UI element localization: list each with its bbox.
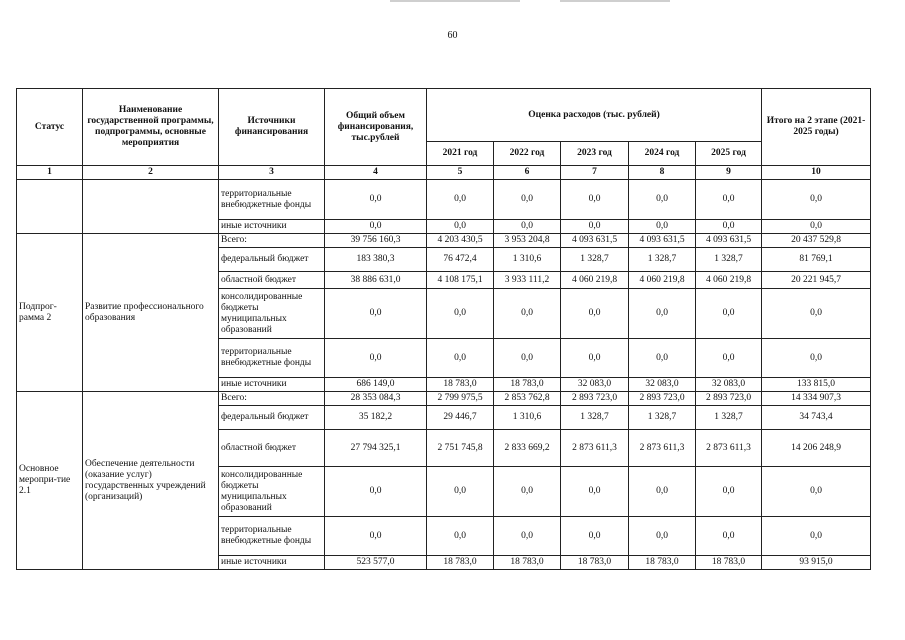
column-number: 8 xyxy=(629,166,696,180)
value-cell: 1 310,6 xyxy=(494,248,561,272)
source-cell: территориальные внебюджетные фонды xyxy=(219,180,325,220)
program-name-cell: Развитие профессионального образования xyxy=(83,234,219,392)
budget-table xyxy=(16,88,871,570)
column-number: 4 xyxy=(325,166,427,180)
value-cell: 2 853 762,8 xyxy=(494,392,561,406)
value-cell: 1 328,7 xyxy=(629,248,696,272)
value-cell: 1 328,7 xyxy=(696,406,762,430)
program-name-cell xyxy=(83,180,219,234)
table-row xyxy=(17,234,871,248)
value-cell: 0,0 xyxy=(561,180,629,220)
value-cell: 0,0 xyxy=(494,289,561,339)
header-year: 2023 год xyxy=(561,142,629,166)
header-status: Статус xyxy=(17,89,83,166)
value-cell: 28 353 084,3 xyxy=(325,392,427,406)
value-cell: 18 783,0 xyxy=(427,378,494,392)
value-cell: 18 783,0 xyxy=(494,556,561,570)
value-cell: 18 783,0 xyxy=(494,378,561,392)
value-cell: 3 933 111,2 xyxy=(494,272,561,289)
value-cell: 2 893 723,0 xyxy=(629,392,696,406)
value-cell: 4 060 219,8 xyxy=(696,272,762,289)
source-cell: областной бюджет xyxy=(219,430,325,467)
value-cell: 4 108 175,1 xyxy=(427,272,494,289)
value-cell: 0,0 xyxy=(561,289,629,339)
source-cell: консолидированные бюджеты муниципальных образований xyxy=(219,289,325,339)
value-cell: 0,0 xyxy=(762,339,871,378)
value-cell: 2 751 745,8 xyxy=(427,430,494,467)
value-cell: 14 334 907,3 xyxy=(762,392,871,406)
value-cell: 4 203 430,5 xyxy=(427,234,494,248)
header-total-volume: Общий объем финансирования, тыс.рублей xyxy=(325,89,427,166)
value-cell: 133 815,0 xyxy=(762,378,871,392)
value-cell: 35 182,2 xyxy=(325,406,427,430)
column-number: 5 xyxy=(427,166,494,180)
source-cell: иные источники xyxy=(219,378,325,392)
value-cell: 4 093 631,5 xyxy=(561,234,629,248)
value-cell: 20 221 945,7 xyxy=(762,272,871,289)
value-cell: 0,0 xyxy=(561,467,629,517)
source-cell: федеральный бюджет xyxy=(219,248,325,272)
value-cell: 81 769,1 xyxy=(762,248,871,272)
value-cell: 32 083,0 xyxy=(629,378,696,392)
value-cell: 0,0 xyxy=(325,220,427,234)
value-cell: 38 886 631,0 xyxy=(325,272,427,289)
header-total-stage: Итого на 2 этапе (2021-2025 годы) xyxy=(762,89,871,166)
value-cell: 0,0 xyxy=(427,220,494,234)
value-cell: 93 915,0 xyxy=(762,556,871,570)
source-cell: областной бюджет xyxy=(219,272,325,289)
value-cell: 18 783,0 xyxy=(629,556,696,570)
source-cell: территориальные внебюджетные фонды xyxy=(219,339,325,378)
value-cell: 183 380,3 xyxy=(325,248,427,272)
value-cell: 1 310,6 xyxy=(494,406,561,430)
value-cell: 18 783,0 xyxy=(427,556,494,570)
value-cell: 32 083,0 xyxy=(561,378,629,392)
value-cell: 0,0 xyxy=(427,180,494,220)
source-cell: Всего: xyxy=(219,234,325,248)
header-year: 2025 год xyxy=(696,142,762,166)
value-cell: 0,0 xyxy=(427,339,494,378)
value-cell: 0,0 xyxy=(629,289,696,339)
value-cell: 1 328,7 xyxy=(561,248,629,272)
header-year: 2022 год xyxy=(494,142,561,166)
value-cell: 4 093 631,5 xyxy=(696,234,762,248)
column-number: 6 xyxy=(494,166,561,180)
value-cell: 0,0 xyxy=(561,220,629,234)
value-cell: 0,0 xyxy=(494,220,561,234)
value-cell: 0,0 xyxy=(762,180,871,220)
value-cell: 0,0 xyxy=(427,289,494,339)
column-number: 2 xyxy=(83,166,219,180)
value-cell: 0,0 xyxy=(629,180,696,220)
value-cell: 18 783,0 xyxy=(696,556,762,570)
header-year: 2021 год xyxy=(427,142,494,166)
source-cell: территориальные внебюджетные фонды xyxy=(219,517,325,556)
source-cell: иные источники xyxy=(219,220,325,234)
value-cell: 0,0 xyxy=(494,180,561,220)
value-cell: 2 893 723,0 xyxy=(696,392,762,406)
program-name-cell: Обеспечение деятельности (оказание услуг) государственных учреждений (организаций) xyxy=(83,392,219,570)
value-cell: 0,0 xyxy=(762,517,871,556)
status-cell: Основное меропри-тие 2.1 xyxy=(17,392,83,570)
value-cell: 0,0 xyxy=(629,220,696,234)
value-cell: 0,0 xyxy=(629,517,696,556)
column-number: 10 xyxy=(762,166,871,180)
value-cell: 2 893 723,0 xyxy=(561,392,629,406)
source-cell: федеральный бюджет xyxy=(219,406,325,430)
column-number: 3 xyxy=(219,166,325,180)
value-cell: 76 472,4 xyxy=(427,248,494,272)
value-cell: 0,0 xyxy=(325,517,427,556)
scan-artifact xyxy=(560,0,670,2)
value-cell: 523 577,0 xyxy=(325,556,427,570)
value-cell: 0,0 xyxy=(325,339,427,378)
value-cell: 39 756 160,3 xyxy=(325,234,427,248)
value-cell: 0,0 xyxy=(494,517,561,556)
value-cell: 2 873 611,3 xyxy=(629,430,696,467)
column-number-row xyxy=(17,166,871,180)
value-cell: 0,0 xyxy=(696,517,762,556)
value-cell: 27 794 325,1 xyxy=(325,430,427,467)
table-row xyxy=(17,392,871,406)
table-row xyxy=(17,180,871,220)
value-cell: 1 328,7 xyxy=(561,406,629,430)
value-cell: 0,0 xyxy=(325,180,427,220)
page-number: 60 xyxy=(447,30,458,41)
value-cell: 686 149,0 xyxy=(325,378,427,392)
value-cell: 4 060 219,8 xyxy=(561,272,629,289)
header-row xyxy=(17,89,871,142)
value-cell: 0,0 xyxy=(427,517,494,556)
header-sources: Источники финансирования xyxy=(219,89,325,166)
value-cell: 0,0 xyxy=(427,467,494,517)
value-cell: 20 437 529,8 xyxy=(762,234,871,248)
value-cell: 1 328,7 xyxy=(629,406,696,430)
header-year: 2024 год xyxy=(629,142,696,166)
value-cell: 0,0 xyxy=(561,339,629,378)
header-estimate: Оценка расходов (тыс. рублей) xyxy=(427,89,762,142)
value-cell: 2 873 611,3 xyxy=(561,430,629,467)
value-cell: 0,0 xyxy=(325,467,427,517)
value-cell: 0,0 xyxy=(762,289,871,339)
value-cell: 0,0 xyxy=(696,180,762,220)
value-cell: 0,0 xyxy=(696,289,762,339)
scan-artifact xyxy=(390,0,520,2)
header-name: Наименование государственной программы, подпрограммы, основные мероприятия xyxy=(83,89,219,166)
value-cell: 0,0 xyxy=(494,467,561,517)
value-cell: 3 953 204,8 xyxy=(494,234,561,248)
value-cell: 0,0 xyxy=(762,220,871,234)
table-body xyxy=(17,166,871,570)
source-cell: консолидированные бюджеты муниципальных образований xyxy=(219,467,325,517)
column-number: 9 xyxy=(696,166,762,180)
value-cell: 4 060 219,8 xyxy=(629,272,696,289)
value-cell: 0,0 xyxy=(629,339,696,378)
value-cell: 0,0 xyxy=(325,289,427,339)
value-cell: 0,0 xyxy=(696,467,762,517)
value-cell: 18 783,0 xyxy=(561,556,629,570)
status-cell xyxy=(17,180,83,234)
value-cell: 2 873 611,3 xyxy=(696,430,762,467)
value-cell: 1 328,7 xyxy=(696,248,762,272)
value-cell: 0,0 xyxy=(561,517,629,556)
value-cell: 0,0 xyxy=(696,220,762,234)
value-cell: 32 083,0 xyxy=(696,378,762,392)
value-cell: 29 446,7 xyxy=(427,406,494,430)
value-cell: 0,0 xyxy=(696,339,762,378)
value-cell: 4 093 631,5 xyxy=(629,234,696,248)
column-number: 1 xyxy=(17,166,83,180)
status-cell: Подпрог-рамма 2 xyxy=(17,234,83,392)
source-cell: Всего: xyxy=(219,392,325,406)
value-cell: 2 833 669,2 xyxy=(494,430,561,467)
value-cell: 14 206 248,9 xyxy=(762,430,871,467)
source-cell: иные источники xyxy=(219,556,325,570)
column-number: 7 xyxy=(561,166,629,180)
value-cell: 0,0 xyxy=(494,339,561,378)
value-cell: 34 743,4 xyxy=(762,406,871,430)
value-cell: 0,0 xyxy=(629,467,696,517)
value-cell: 0,0 xyxy=(762,467,871,517)
value-cell: 2 799 975,5 xyxy=(427,392,494,406)
